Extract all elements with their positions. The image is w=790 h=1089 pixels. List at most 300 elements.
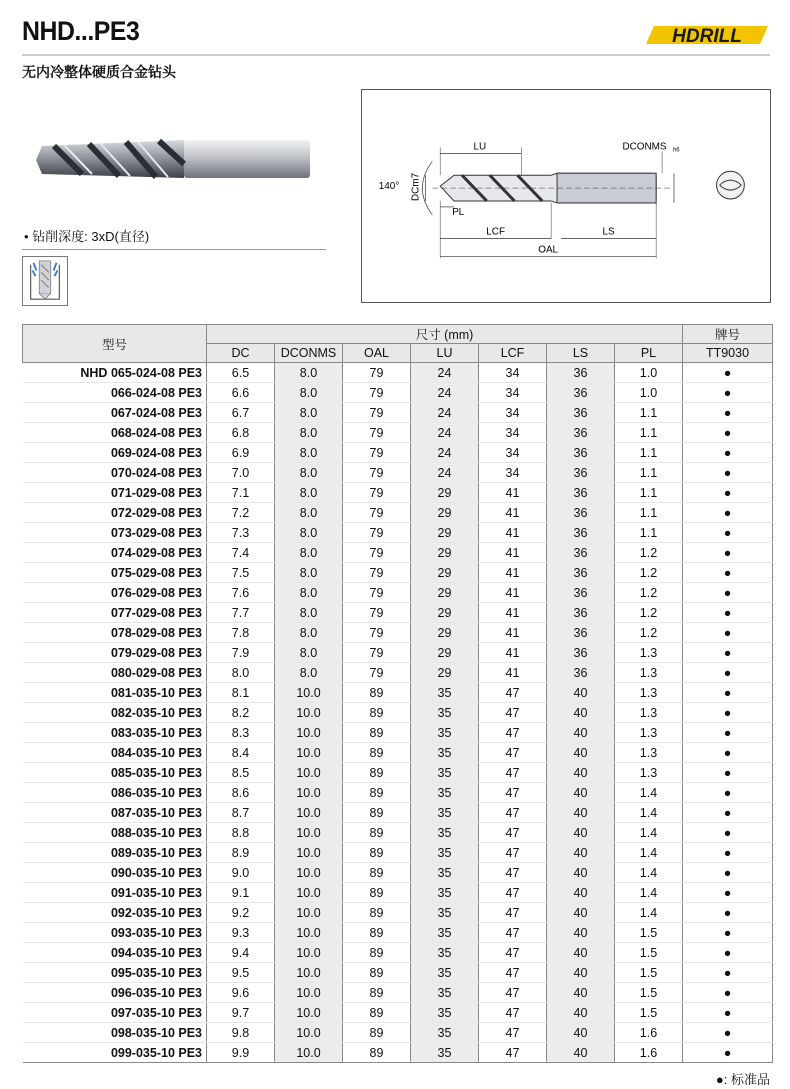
value-cell: 79 <box>343 663 411 683</box>
page-title: NHD...PE3 <box>22 16 140 46</box>
value-cell: 24 <box>411 463 479 483</box>
value-cell: 7.6 <box>207 583 275 603</box>
model-code: 066-024-08 PE3 <box>110 385 202 400</box>
model-cell <box>23 1003 207 1023</box>
value-cell: 89 <box>343 1023 411 1043</box>
table-row <box>23 643 773 663</box>
value-cell: 24 <box>411 403 479 423</box>
subtitle: 无内冷整体硬质合金钻头 <box>22 64 176 80</box>
value-cell: 7.2 <box>207 503 275 523</box>
spec-table <box>22 324 773 1063</box>
value-cell: 1.3 <box>615 663 683 683</box>
model-cell <box>23 963 207 983</box>
col-header-pl: PL <box>615 344 683 363</box>
model-code: 099-035-10 PE3 <box>110 1045 202 1060</box>
value-cell: 35 <box>411 763 479 783</box>
value-cell: 41 <box>479 523 547 543</box>
value-cell: 8.0 <box>275 583 343 603</box>
table-row <box>23 483 773 503</box>
table-row <box>23 603 773 623</box>
value-cell: 8.0 <box>207 663 275 683</box>
grade-cell: ● <box>683 923 773 943</box>
grade-cell: ● <box>683 683 773 703</box>
value-cell: 35 <box>411 1023 479 1043</box>
value-cell: 40 <box>547 863 615 883</box>
value-cell: 1.4 <box>615 903 683 923</box>
value-cell: 9.1 <box>207 883 275 903</box>
value-cell: 40 <box>547 1023 615 1043</box>
value-cell: 1.3 <box>615 723 683 743</box>
table-row <box>23 463 773 483</box>
value-cell: 89 <box>343 963 411 983</box>
value-cell: 34 <box>479 443 547 463</box>
value-cell: 1.1 <box>615 463 683 483</box>
svg-text:LU: LU <box>473 141 487 153</box>
value-cell: 40 <box>547 763 615 783</box>
value-cell: 41 <box>479 643 547 663</box>
model-code: 096-035-10 PE3 <box>110 985 202 1000</box>
table-row <box>23 683 773 703</box>
value-cell: 10.0 <box>275 723 343 743</box>
no-coolant-icon <box>22 256 68 306</box>
value-cell: 8.3 <box>207 723 275 743</box>
value-cell: 36 <box>547 663 615 683</box>
value-cell: 9.8 <box>207 1023 275 1043</box>
svg-text:DCm7: DCm7 <box>410 172 422 201</box>
model-cell <box>23 463 207 483</box>
model-cell <box>23 443 207 463</box>
grade-cell: ● <box>683 563 773 583</box>
value-cell: 8.5 <box>207 763 275 783</box>
value-cell: 1.4 <box>615 783 683 803</box>
value-cell: 9.5 <box>207 963 275 983</box>
value-cell: 29 <box>411 563 479 583</box>
value-cell: 47 <box>479 943 547 963</box>
value-cell: 41 <box>479 583 547 603</box>
value-cell: 10.0 <box>275 783 343 803</box>
model-code: 074-029-08 PE3 <box>110 545 202 560</box>
value-cell: 40 <box>547 823 615 843</box>
value-cell: 7.3 <box>207 523 275 543</box>
grade-cell: ● <box>683 703 773 723</box>
value-cell: 8.0 <box>275 603 343 623</box>
value-cell: 10.0 <box>275 943 343 963</box>
value-cell: 36 <box>547 363 615 383</box>
value-cell: 40 <box>547 783 615 803</box>
table-row <box>23 423 773 443</box>
value-cell: 10.0 <box>275 843 343 863</box>
model-cell <box>23 803 207 823</box>
value-cell: 8.0 <box>275 383 343 403</box>
value-cell: 40 <box>547 803 615 823</box>
value-cell: 1.6 <box>615 1043 683 1063</box>
table-row <box>23 703 773 723</box>
value-cell: 40 <box>547 843 615 863</box>
value-cell: 47 <box>479 763 547 783</box>
value-cell: 1.5 <box>615 1003 683 1023</box>
svg-text:HDRILL: HDRILL <box>672 26 742 47</box>
col-header-oal: OAL <box>343 344 411 363</box>
value-cell: 6.5 <box>207 363 275 383</box>
drill-photo <box>34 134 314 184</box>
grade-cell: ● <box>683 403 773 423</box>
svg-text:140°: 140° <box>378 181 400 193</box>
value-cell: 47 <box>479 723 547 743</box>
value-cell: 79 <box>343 603 411 623</box>
value-cell: 10.0 <box>275 1003 343 1023</box>
value-cell: 9.9 <box>207 1043 275 1063</box>
model-code: 081-035-10 PE3 <box>110 685 202 700</box>
value-cell: 79 <box>343 643 411 663</box>
value-cell: 40 <box>547 903 615 923</box>
value-cell: 40 <box>547 923 615 943</box>
value-cell: 8.0 <box>275 483 343 503</box>
value-cell: 7.4 <box>207 543 275 563</box>
model-cell <box>23 863 207 883</box>
svg-text:PL: PL <box>452 206 465 218</box>
col-header-model: 型号 <box>23 325 207 363</box>
table-row <box>23 503 773 523</box>
table-body <box>23 363 773 1063</box>
value-cell: 9.4 <box>207 943 275 963</box>
drill-dimension-diagram <box>361 89 771 303</box>
value-cell: 35 <box>411 723 479 743</box>
value-cell: 8.1 <box>207 683 275 703</box>
grade-cell: ● <box>683 383 773 403</box>
model-code: 080-029-08 PE3 <box>110 665 202 680</box>
model-cell <box>23 623 207 643</box>
value-cell: 36 <box>547 463 615 483</box>
value-cell: 40 <box>547 683 615 703</box>
value-cell: 36 <box>547 443 615 463</box>
model-cell <box>23 663 207 683</box>
value-cell: 24 <box>411 423 479 443</box>
model-code: 071-029-08 PE3 <box>110 485 202 500</box>
grade-cell: ● <box>683 803 773 823</box>
col-header-ls: LS <box>547 344 615 363</box>
value-cell: 47 <box>479 863 547 883</box>
model-cell <box>23 1043 207 1063</box>
value-cell: 9.7 <box>207 1003 275 1023</box>
model-code: 078-029-08 PE3 <box>110 625 202 640</box>
value-cell: 9.0 <box>207 863 275 883</box>
divider <box>22 249 326 250</box>
table-row <box>23 943 773 963</box>
model-code: 085-035-10 PE3 <box>110 765 202 780</box>
value-cell: 8.0 <box>275 503 343 523</box>
grade-cell: ● <box>683 1043 773 1063</box>
value-cell: 29 <box>411 623 479 643</box>
value-cell: 9.2 <box>207 903 275 923</box>
grade-cell: ● <box>683 963 773 983</box>
value-cell: 47 <box>479 823 547 843</box>
value-cell: 1.2 <box>615 543 683 563</box>
value-cell: 89 <box>343 743 411 763</box>
table-row <box>23 803 773 823</box>
value-cell: 79 <box>343 623 411 643</box>
value-cell: 1.4 <box>615 863 683 883</box>
table-row <box>23 363 773 383</box>
model-cell <box>23 543 207 563</box>
value-cell: 36 <box>547 383 615 403</box>
grade-cell: ● <box>683 643 773 663</box>
value-cell: 35 <box>411 883 479 903</box>
grade-cell: ● <box>683 823 773 843</box>
table-row <box>23 883 773 903</box>
model-code: 093-035-10 PE3 <box>110 925 202 940</box>
model-cell <box>23 583 207 603</box>
grade-cell: ● <box>683 843 773 863</box>
value-cell: 1.2 <box>615 583 683 603</box>
model-cell <box>23 703 207 723</box>
value-cell: 1.3 <box>615 763 683 783</box>
value-cell: 47 <box>479 743 547 763</box>
value-cell: 89 <box>343 823 411 843</box>
value-cell: 89 <box>343 863 411 883</box>
model-cell <box>23 843 207 863</box>
model-code: 067-024-08 PE3 <box>110 405 202 420</box>
value-cell: 7.5 <box>207 563 275 583</box>
model-cell <box>23 783 207 803</box>
value-cell: 79 <box>343 363 411 383</box>
model-code: 065-024-08 PE3 <box>110 365 202 380</box>
model-code: 097-035-10 PE3 <box>110 1005 202 1020</box>
table-row <box>23 1023 773 1043</box>
value-cell: 1.2 <box>615 623 683 643</box>
value-cell: 79 <box>343 383 411 403</box>
value-cell: 47 <box>479 1003 547 1023</box>
value-cell: 1.3 <box>615 643 683 663</box>
value-cell: 29 <box>411 543 479 563</box>
value-cell: 35 <box>411 1043 479 1063</box>
value-cell: 41 <box>479 603 547 623</box>
col-header-lu: LU <box>411 344 479 363</box>
value-cell: 8.0 <box>275 363 343 383</box>
model-code: 079-029-08 PE3 <box>110 645 202 660</box>
value-cell: 47 <box>479 783 547 803</box>
grade-cell: ● <box>683 583 773 603</box>
value-cell: 34 <box>479 423 547 443</box>
value-cell: 36 <box>547 623 615 643</box>
value-cell: 29 <box>411 523 479 543</box>
model-cell <box>23 483 207 503</box>
svg-text:OAL: OAL <box>538 244 559 256</box>
value-cell: 40 <box>547 743 615 763</box>
value-cell: 89 <box>343 883 411 903</box>
value-cell: 36 <box>547 523 615 543</box>
value-cell: 36 <box>547 503 615 523</box>
value-cell: 1.1 <box>615 503 683 523</box>
value-cell: 35 <box>411 863 479 883</box>
value-cell: 36 <box>547 583 615 603</box>
col-header-dimensions: 尺寸 (mm) <box>207 325 683 344</box>
value-cell: 47 <box>479 903 547 923</box>
table-row <box>23 523 773 543</box>
value-cell: 8.0 <box>275 543 343 563</box>
value-cell: 1.4 <box>615 883 683 903</box>
model-cell <box>23 903 207 923</box>
value-cell: 79 <box>343 423 411 443</box>
value-cell: 10.0 <box>275 863 343 883</box>
col-header-dc: DC <box>207 344 275 363</box>
value-cell: 89 <box>343 903 411 923</box>
svg-text:h6: h6 <box>672 147 680 154</box>
value-cell: 35 <box>411 783 479 803</box>
value-cell: 34 <box>479 383 547 403</box>
value-cell: 10.0 <box>275 963 343 983</box>
model-code: 076-029-08 PE3 <box>110 585 202 600</box>
model-code: 083-035-10 PE3 <box>110 725 202 740</box>
model-code: 090-035-10 PE3 <box>110 865 202 880</box>
value-cell: 41 <box>479 623 547 643</box>
grade-cell: ● <box>683 983 773 1003</box>
model-cell <box>23 743 207 763</box>
grade-cell: ● <box>683 363 773 383</box>
col-header-dconms: DCONMS <box>275 344 343 363</box>
value-cell: 79 <box>343 523 411 543</box>
value-cell: 89 <box>343 683 411 703</box>
model-code: 098-035-10 PE3 <box>110 1025 202 1040</box>
table-row <box>23 563 773 583</box>
value-cell: 1.0 <box>615 363 683 383</box>
model-cell <box>23 983 207 1003</box>
model-code: 095-035-10 PE3 <box>110 965 202 980</box>
grade-cell: ● <box>683 443 773 463</box>
model-cell <box>23 383 207 403</box>
grade-cell: ● <box>683 1023 773 1043</box>
table-row <box>23 383 773 403</box>
value-cell: 8.6 <box>207 783 275 803</box>
svg-text:DCONMS: DCONMS <box>622 141 667 153</box>
value-cell: 34 <box>479 363 547 383</box>
value-cell: 10.0 <box>275 903 343 923</box>
value-cell: 10.0 <box>275 883 343 903</box>
value-cell: 8.0 <box>275 523 343 543</box>
legend: ●: 标准品 <box>715 1072 770 1087</box>
value-cell: 6.8 <box>207 423 275 443</box>
value-cell: 35 <box>411 903 479 923</box>
value-cell: 1.2 <box>615 563 683 583</box>
model-cell <box>23 363 207 383</box>
value-cell: 47 <box>479 983 547 1003</box>
model-code: 070-024-08 PE3 <box>110 465 202 480</box>
value-cell: 79 <box>343 563 411 583</box>
model-code: 091-035-10 PE3 <box>110 885 202 900</box>
value-cell: 89 <box>343 1043 411 1063</box>
model-cell <box>23 923 207 943</box>
value-cell: 89 <box>343 983 411 1003</box>
value-cell: 36 <box>547 483 615 503</box>
value-cell: 29 <box>411 603 479 623</box>
table-row <box>23 823 773 843</box>
svg-text:LS: LS <box>602 226 615 238</box>
value-cell: 10.0 <box>275 823 343 843</box>
value-cell: 79 <box>343 483 411 503</box>
value-cell: 1.6 <box>615 1023 683 1043</box>
model-code: 075-029-08 PE3 <box>110 565 202 580</box>
value-cell: 35 <box>411 703 479 723</box>
table-row <box>23 1003 773 1023</box>
value-cell: 1.2 <box>615 603 683 623</box>
value-cell: 24 <box>411 363 479 383</box>
value-cell: 47 <box>479 683 547 703</box>
model-code: 084-035-10 PE3 <box>110 745 202 760</box>
table-row <box>23 903 773 923</box>
model-code: 086-035-10 PE3 <box>110 785 202 800</box>
value-cell: 35 <box>411 683 479 703</box>
value-cell: 41 <box>479 563 547 583</box>
table-row <box>23 983 773 1003</box>
grade-cell: ● <box>683 423 773 443</box>
model-code: 069-024-08 PE3 <box>110 445 202 460</box>
table-row <box>23 763 773 783</box>
value-cell: 41 <box>479 483 547 503</box>
table-row <box>23 1043 773 1063</box>
value-cell: 79 <box>343 443 411 463</box>
model-cell <box>23 503 207 523</box>
model-code: 072-029-08 PE3 <box>110 505 202 520</box>
grade-cell: ● <box>683 663 773 683</box>
value-cell: 24 <box>411 383 479 403</box>
model-code: 077-029-08 PE3 <box>110 605 202 620</box>
model-cell <box>23 603 207 623</box>
value-cell: 29 <box>411 503 479 523</box>
value-cell: 10.0 <box>275 743 343 763</box>
model-cell <box>23 883 207 903</box>
value-cell: 40 <box>547 983 615 1003</box>
model-cell <box>23 823 207 843</box>
table-row <box>23 543 773 563</box>
model-code: 073-029-08 PE3 <box>110 525 202 540</box>
value-cell: 1.1 <box>615 523 683 543</box>
value-cell: 1.4 <box>615 843 683 863</box>
model-prefix: NHD <box>80 365 108 380</box>
value-cell: 35 <box>411 1003 479 1023</box>
value-cell: 89 <box>343 843 411 863</box>
value-cell: 29 <box>411 663 479 683</box>
value-cell: 1.3 <box>615 703 683 723</box>
value-cell: 8.0 <box>275 463 343 483</box>
value-cell: 36 <box>547 563 615 583</box>
grade-cell: ● <box>683 1003 773 1023</box>
model-code: 087-035-10 PE3 <box>110 805 202 820</box>
grade-cell: ● <box>683 503 773 523</box>
value-cell: 8.7 <box>207 803 275 823</box>
model-code: 088-035-10 PE3 <box>110 825 202 840</box>
grade-cell: ● <box>683 463 773 483</box>
value-cell: 7.8 <box>207 623 275 643</box>
value-cell: 47 <box>479 843 547 863</box>
table-row <box>23 403 773 423</box>
model-cell <box>23 643 207 663</box>
table-row <box>23 783 773 803</box>
value-cell: 8.2 <box>207 703 275 723</box>
value-cell: 35 <box>411 803 479 823</box>
value-cell: 47 <box>479 703 547 723</box>
grade-cell: ● <box>683 943 773 963</box>
value-cell: 7.0 <box>207 463 275 483</box>
value-cell: 29 <box>411 483 479 503</box>
value-cell: 1.5 <box>615 923 683 943</box>
value-cell: 8.0 <box>275 443 343 463</box>
value-cell: 35 <box>411 823 479 843</box>
value-cell: 34 <box>479 463 547 483</box>
value-cell: 89 <box>343 1003 411 1023</box>
value-cell: 6.9 <box>207 443 275 463</box>
model-code: 082-035-10 PE3 <box>110 705 202 720</box>
value-cell: 79 <box>343 503 411 523</box>
value-cell: 41 <box>479 543 547 563</box>
